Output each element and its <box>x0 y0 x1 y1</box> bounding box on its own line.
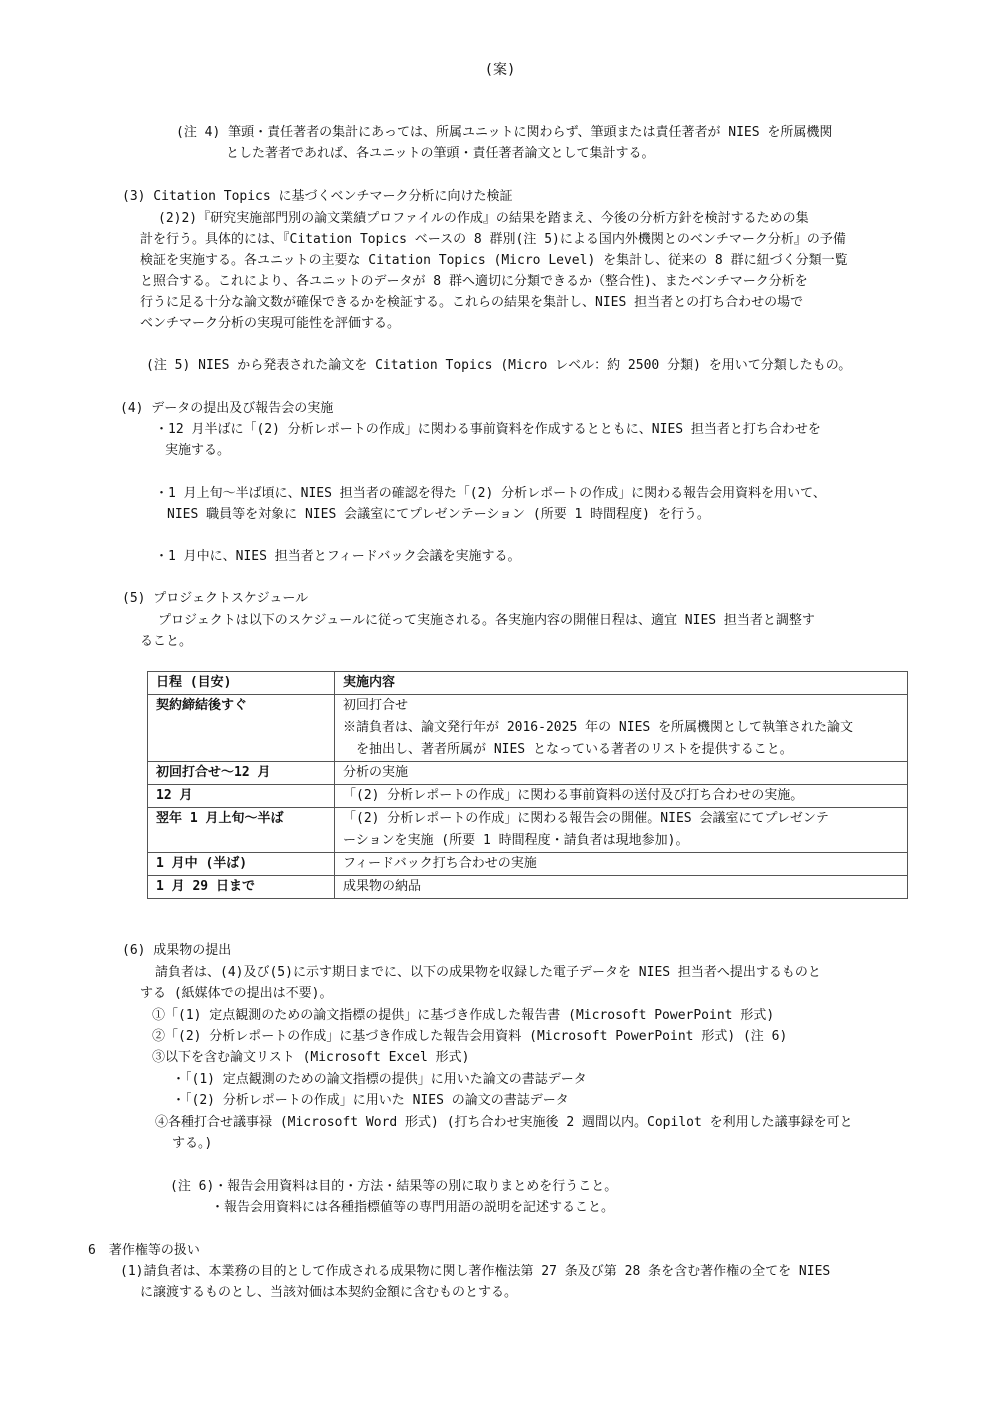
schedule-date: 12 月 <box>148 785 335 808</box>
section6-title: (6) 成果物の提出 <box>122 943 232 958</box>
schedule-date: 契約締結後すぐ <box>148 695 335 762</box>
section3-body-line: (2)2)『研究実施部門別の論文業績プロファイルの作成』の結果を踏まえ、今後の分析方針を検討するための集 <box>158 211 809 226</box>
schedule-content-line: ※請負者は、論文発行年が 2016-2025 年の NIES を所属機関として執筆された論文 <box>343 720 854 735</box>
table-row <box>148 785 908 808</box>
schedule-content-line: 初回打合せ <box>343 698 409 713</box>
schedule-content-line: を抽出し、著者所属が NIES となっている著者のリストを提供すること。 <box>343 742 793 757</box>
schedule-content <box>335 808 908 853</box>
section4-item-line: 実施する。 <box>165 443 231 458</box>
chapter6-body-line: (1)請負者は、本業務の目的として作成される成果物に関し著作権法第 27 条及び第 28 条を含む著作権の全てを NIES <box>120 1264 831 1279</box>
deliverable-item: ④各種打合せ議事禄 (Microsoft Word 形式) (打ち合わせ実施後 2 週間以内。Copilot を利用した議事録を可と <box>155 1115 853 1130</box>
section3-body-line: ベンチマーク分析の実現可能性を評価する。 <box>140 316 401 331</box>
schedule-content <box>335 762 908 785</box>
table-row <box>148 695 908 762</box>
schedule-table <box>147 671 908 899</box>
section3-body-line: 行うに足る十分な論文数が確保できるかを検証する。これらの結果を集計し、NIES 担当者との打ち合わせの場で <box>140 295 804 310</box>
schedule-content <box>335 876 908 899</box>
deliverable-item: ③以下を含む論文リスト (Microsoft Excel 形式) <box>152 1050 470 1065</box>
schedule-content-line: 「(2) 分析レポートの作成」に関わる事前資料の送付及び打ち合わせの実施。 <box>343 788 804 803</box>
section6-intro-line: 請負者は、(4)及び(5)に示す期日までに、以下の成果物を収録した電子データを NIES 担当者へ提出するものと <box>155 965 821 980</box>
deliverable-item: ②「(2) 分析レポートの作成」に基づき作成した報告会用資料 (Microsoft PowerPoint 形式) (注 6) <box>152 1029 788 1044</box>
section3-body-line: 計を行う。具体的には、『Citation Topics ベースの 8 群別(注 5)による国内外機関とのベンチマーク分析』の予備 <box>140 232 846 247</box>
table-header-row <box>148 672 908 695</box>
section3-body-line: 検証を実施する。各ユニットの主要な Citation Topics (Micro Level) を集計し、従来の 8 群に紐づく分類一覧 <box>140 253 848 268</box>
schedule-content-line: 分析の実施 <box>343 765 409 780</box>
deliverable-item: ①「(1) 定点観測のための論文指標の提供」に基づき作成した報告書 (Microsoft PowerPoint 形式) <box>152 1008 775 1023</box>
schedule-content-line: 「(2) 分析レポートの作成」に関わる報告会の開催。NIES 会議室にてプレゼンテ <box>343 811 829 826</box>
section4-item-line: NIES 職員等を対象に NIES 会議室にてプレゼンテーション (所要 1 時間程度) を行う。 <box>167 507 710 522</box>
section3-body-line: と照合する。これにより、各ユニットのデータが 8 群へ適切に分類できるか（整合性)、またベンチマーク分析を <box>140 274 808 289</box>
schedule-content <box>335 785 908 808</box>
section6-intro-line: する (紙媒体での提出は不要)。 <box>140 986 333 1001</box>
schedule-date: 1 月 29 日まで <box>148 876 335 899</box>
draft-header: (案) <box>484 62 516 78</box>
chapter6-body-line: に譲渡するものとし、当該対価は本契約金額に含むものとする。 <box>140 1285 518 1300</box>
deliverable-subitem: ・「(1) 定点観測のための論文指標の提供」に用いた論文の書誌データ <box>172 1072 587 1087</box>
schedule-content-line: 成果物の納品 <box>343 879 422 894</box>
section4-item-line: ・12 月半ばに「(2) 分析レポートの作成」に関わる事前資料を作成するとともに、NIES 担当者と打ち合わせを <box>155 422 821 437</box>
section4-title: (4) データの提出及び報告会の実施 <box>120 401 334 416</box>
schedule-date: 初回打合せ～12 月 <box>148 762 335 785</box>
deliverable-item-cont: する。) <box>172 1136 213 1151</box>
section5-title: (5) プロジェクトスケジュール <box>122 591 309 606</box>
schedule-content <box>335 853 908 876</box>
note4-line1: (注 4) 筆頭・責任著者の集計にあっては、所属ユニットに関わらず、筆頭または責任著者が NIES を所属機関 <box>176 125 833 140</box>
table-row <box>148 876 908 899</box>
schedule-content-line: フィードバック打ち合わせの実施 <box>343 856 537 871</box>
table-header-content: 実施内容 <box>335 672 908 695</box>
note6-line1: (注 6)・報告会用資料は目的・方法・結果等の別に取りまとめを行うこと。 <box>170 1179 618 1194</box>
section4-item-line: ・1 月上旬～半ば頃に、NIES 担当者の確認を得た「(2) 分析レポートの作成」に関わる報告会用資料を用いて、 <box>155 486 826 501</box>
section5-intro-line: プロジェクトは以下のスケジュールに従って実施される。各実施内容の開催日程は、適宜 NIES 担当者と調整す <box>158 613 815 628</box>
section4-item-line: ・1 月中に、NIES 担当者とフィードバック会議を実施する。 <box>155 549 521 564</box>
table-header-date: 日程 (目安) <box>148 672 335 695</box>
note4-line2: とした著者であれば、各ユニットの筆頭・責任著者論文として集計する。 <box>226 146 655 161</box>
note6-line2: ・報告会用資料には各種指標値等の専門用語の説明を記述すること。 <box>211 1200 615 1215</box>
section3-title: (3) Citation Topics に基づくベンチマーク分析に向けた検証 <box>122 189 513 204</box>
table-row <box>148 808 908 853</box>
table-row <box>148 853 908 876</box>
deliverable-subitem: ・「(2) 分析レポートの作成」に用いた NIES の論文の書誌データ <box>172 1093 569 1108</box>
schedule-date: 1 月中 (半ば) <box>148 853 335 876</box>
table-row <box>148 762 908 785</box>
schedule-content <box>335 695 908 762</box>
schedule-content-line: ーションを実施 (所要 1 時間程度・請負者は現地参加)。 <box>343 833 689 848</box>
section5-intro-line: ること。 <box>140 634 193 649</box>
schedule-date: 翌年 1 月上旬～半ば <box>148 808 335 853</box>
note5: (注 5) NIES から発表された論文を Citation Topics (Micro レベル：約 2500 分類) を用いて分類したもの。 <box>146 358 852 373</box>
chapter6-title: 6 著作権等の扱い <box>88 1243 200 1258</box>
